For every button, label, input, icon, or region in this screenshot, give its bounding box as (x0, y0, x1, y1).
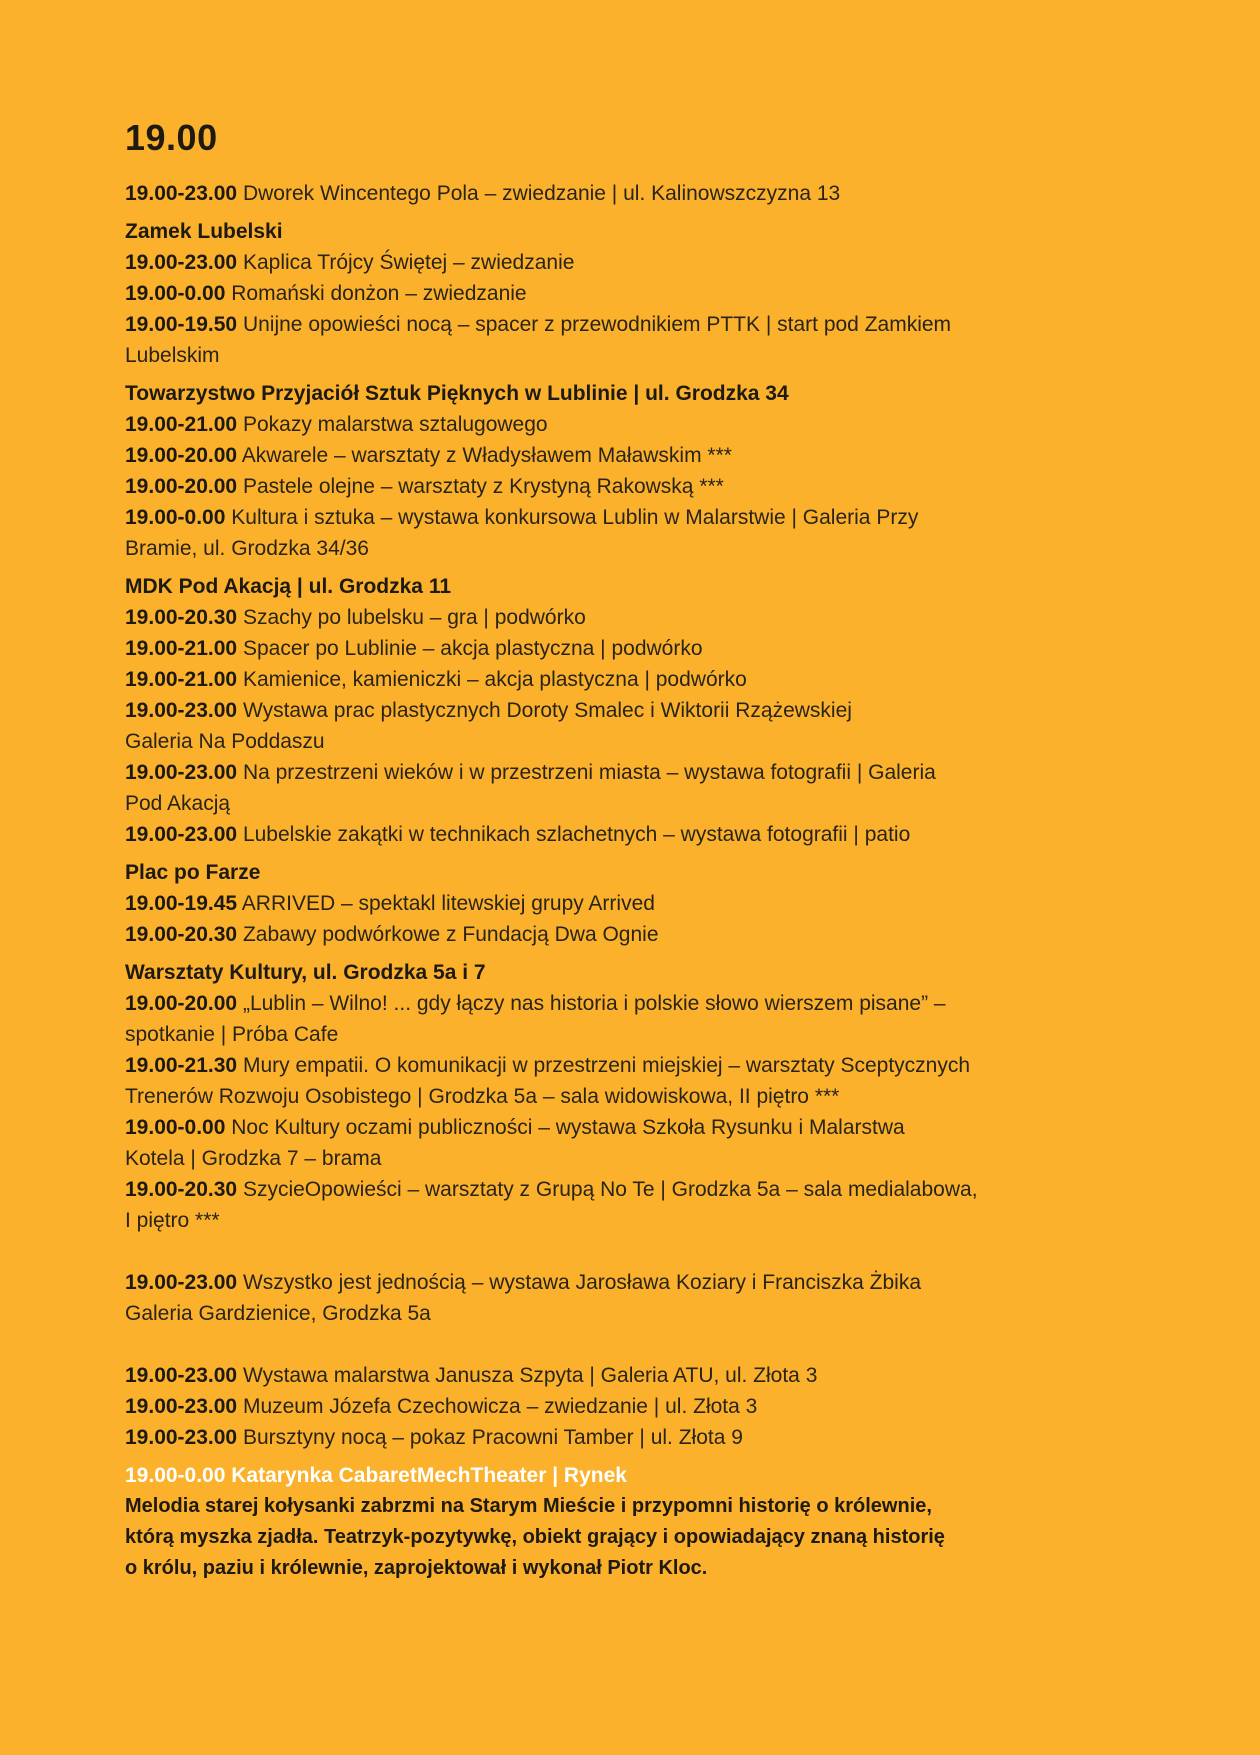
event-item (125, 471, 1165, 502)
event-line (125, 1298, 1165, 1329)
highlight-description-line: którą myszka zjadła. Teatrzyk-pozytywkę, obiekt grający i opowiadający znaną historię (125, 1526, 945, 1548)
venue-heading: Plac po Farze (125, 861, 261, 884)
event-line (125, 1360, 1165, 1391)
event-text: Galeria Gardzienice, Grodzka 5a (125, 1302, 431, 1325)
event-line (125, 178, 1165, 209)
event-text: Bramie, ul. Grodzka 34/36 (125, 537, 369, 560)
event-time: 19.00-0.00 (125, 506, 226, 529)
event-item (125, 247, 1165, 278)
event-section (125, 178, 1165, 209)
event-item (125, 1174, 1165, 1236)
event-text: SzycieOpowieści – warsztaty z Grupą No Te | Grodzka 5a – sala medialabowa, (242, 1178, 978, 1201)
program-page (125, 118, 1165, 1584)
event-time: 19.00-20.00 (125, 444, 238, 467)
event-line (125, 340, 1165, 371)
event-line (125, 309, 1165, 340)
event-line (125, 1143, 1165, 1174)
event-text: Romański donżon – zwiedzanie (231, 282, 527, 305)
venue-heading: MDK Pod Akacją | ul. Grodzka 11 (125, 575, 452, 598)
event-item (125, 1360, 1165, 1391)
event-time: 19.00-23.00 (125, 182, 238, 205)
event-text: Bursztyny nocą – pokaz Pracowni Tamber | ul. Złota 9 (242, 1426, 743, 1449)
event-text: Dworek Wincentego Pola – zwiedzanie | ul. Kalinowszczyzna 13 (242, 182, 841, 205)
event-text: ARRIVED – spektakl litewskiej grupy Arrived (241, 892, 655, 915)
section-spacer (125, 1236, 1165, 1267)
event-text: Pokazy malarstwa sztalugowego (242, 413, 548, 436)
event-item (125, 633, 1165, 664)
event-text: „Lublin – Wilno! ... gdy łączy nas historia i polskie słowo wierszem pisane” – (242, 992, 946, 1015)
event-line (125, 1112, 1165, 1143)
event-line (125, 409, 1165, 440)
event-time: 19.00-21.00 (125, 413, 238, 436)
event-line (125, 1205, 1165, 1236)
event-section (125, 1236, 1165, 1329)
event-time: 19.00-21.00 (125, 668, 238, 691)
page-title: 19.00 (125, 117, 218, 158)
event-line (125, 1391, 1165, 1422)
event-line (125, 988, 1165, 1019)
event-line (125, 1019, 1165, 1050)
event-time: 19.00-23.00 (125, 823, 238, 846)
event-time: 19.00-23.00 (125, 1271, 238, 1294)
event-line (125, 1422, 1165, 1453)
event-section (125, 957, 1165, 1236)
event-item (125, 1267, 1165, 1329)
event-time: 19.00-20.30 (125, 1178, 238, 1201)
event-text: Mury empatii. O komunikacji w przestrzeni miejskiej – warsztaty Sceptycznych (242, 1054, 971, 1077)
event-line (125, 1050, 1165, 1081)
event-item (125, 502, 1165, 564)
event-time: 19.00-20.00 (125, 475, 238, 498)
event-item (125, 695, 1165, 757)
event-text: Muzeum Józefa Czechowicza – zwiedzanie | ul. Złota 3 (242, 1395, 758, 1418)
event-item (125, 757, 1165, 819)
event-line (125, 757, 1165, 788)
event-time: 19.00-21.30 (125, 1054, 238, 1077)
event-item (125, 819, 1165, 850)
highlight-event (125, 1460, 1165, 1584)
event-time: 19.00-23.00 (125, 1364, 238, 1387)
event-time: 19.00-23.00 (125, 251, 238, 274)
section-spacer (125, 1329, 1165, 1360)
event-section (125, 1329, 1165, 1453)
event-text: Unijne opowieści nocą – spacer z przewodnikiem PTTK | start pod Zamkiem (242, 313, 952, 336)
event-line (125, 1267, 1165, 1298)
event-text: Noc Kultury oczami publiczności – wystawa Szkoła Rysunku i Malarstwa (231, 1116, 905, 1139)
event-line (125, 602, 1165, 633)
event-time: 19.00-23.00 (125, 1426, 238, 1449)
event-text: spotkanie | Próba Cafe (125, 1023, 339, 1046)
event-text: Akwarele – warsztaty z Władysławem Maławskim *** (241, 444, 732, 467)
event-line (125, 819, 1165, 850)
event-time: 19.00-23.00 (125, 761, 238, 784)
event-item (125, 278, 1165, 309)
event-time: 19.00-0.00 (125, 282, 226, 305)
event-item (125, 309, 1165, 371)
event-time: 19.00-23.00 (125, 1395, 238, 1418)
event-time: 19.00-21.00 (125, 637, 238, 660)
event-line (125, 888, 1165, 919)
venue-heading: Warsztaty Kultury, ul. Grodzka 5a i 7 (125, 961, 486, 984)
event-text: Wystawa malarstwa Janusza Szpyta | Galeria ATU, ul. Złota 3 (242, 1364, 818, 1387)
event-text: Lubelskie zakątki w technikach szlachetnych – wystawa fotografii | patio (242, 823, 911, 846)
highlight-description-line: o królu, paziu i królewnie, zaprojektował i wykonał Piotr Kloc. (125, 1557, 708, 1579)
event-text: Zabawy podwórkowe z Fundacją Dwa Ognie (242, 923, 659, 946)
event-text: Kotela | Grodzka 7 – brama (125, 1147, 382, 1170)
event-sections (125, 178, 1165, 1453)
event-item (125, 440, 1165, 471)
event-line (125, 726, 1165, 757)
event-item (125, 664, 1165, 695)
event-item (125, 1112, 1165, 1174)
event-time: 19.00-20.30 (125, 923, 238, 946)
event-line (125, 533, 1165, 564)
event-time: 19.00-20.00 (125, 992, 238, 1015)
event-item (125, 1391, 1165, 1422)
event-text: Wystawa prac plastycznych Doroty Smalec i Wiktorii Rzążewskiej (242, 699, 852, 722)
venue-heading: Zamek Lubelski (125, 220, 283, 243)
event-text: Trenerów Rozwoju Osobistego | Grodzka 5a – sala widowiskowa, II piętro *** (125, 1085, 840, 1108)
event-line (125, 440, 1165, 471)
event-text: Kultura i sztuka – wystawa konkursowa Lublin w Malarstwie | Galeria Przy (231, 506, 919, 529)
venue-heading: Towarzystwo Przyjaciół Sztuk Pięknych w Lublinie | ul. Grodzka 34 (125, 382, 789, 405)
event-time: 19.00-19.50 (125, 313, 238, 336)
event-item (125, 888, 1165, 919)
event-line (125, 633, 1165, 664)
event-text: Lubelskim (125, 344, 220, 367)
event-section (125, 378, 1165, 564)
event-text: Spacer po Lublinie – akcja plastyczna | podwórko (242, 637, 703, 660)
event-text: Pastele olejne – warsztaty z Krystyną Rakowską *** (242, 475, 724, 498)
event-line (125, 247, 1165, 278)
event-section (125, 857, 1165, 950)
event-section (125, 216, 1165, 371)
event-item (125, 1422, 1165, 1453)
event-text: Kaplica Trójcy Świętej – zwiedzanie (242, 251, 575, 274)
event-line (125, 664, 1165, 695)
event-line (125, 788, 1165, 819)
event-line (125, 919, 1165, 950)
event-time: 19.00-20.30 (125, 606, 238, 629)
event-item (125, 988, 1165, 1050)
event-section (125, 571, 1165, 850)
event-text: Wszystko jest jednością – wystawa Jarosława Koziary i Franciszka Żbika (242, 1271, 922, 1294)
event-text: Kamienice, kamieniczki – akcja plastyczna | podwórko (242, 668, 747, 691)
event-item (125, 178, 1165, 209)
event-line (125, 278, 1165, 309)
highlight-heading: 19.00-0.00 Katarynka CabaretMechTheater | Rynek (125, 1464, 627, 1487)
event-time: 19.00-23.00 (125, 699, 238, 722)
highlight-description-line: Melodia starej kołysanki zabrzmi na Starym Mieście i przypomni historię o królewnie, (125, 1495, 932, 1517)
event-line (125, 502, 1165, 533)
event-text: Na przestrzeni wieków i w przestrzeni miasta – wystawa fotografii | Galeria (242, 761, 936, 784)
event-time: 19.00-19.45 (125, 892, 238, 915)
event-item (125, 1050, 1165, 1112)
event-line (125, 695, 1165, 726)
event-time: 19.00-0.00 (125, 1116, 226, 1139)
event-line (125, 1081, 1165, 1112)
event-line (125, 471, 1165, 502)
event-item (125, 919, 1165, 950)
event-text: Galeria Na Poddaszu (125, 730, 325, 753)
event-text: Szachy po lubelsku – gra | podwórko (242, 606, 586, 629)
event-text: Pod Akacją (125, 792, 231, 815)
event-item (125, 409, 1165, 440)
event-text: I piętro *** (125, 1209, 220, 1232)
event-line (125, 1174, 1165, 1205)
event-item (125, 602, 1165, 633)
